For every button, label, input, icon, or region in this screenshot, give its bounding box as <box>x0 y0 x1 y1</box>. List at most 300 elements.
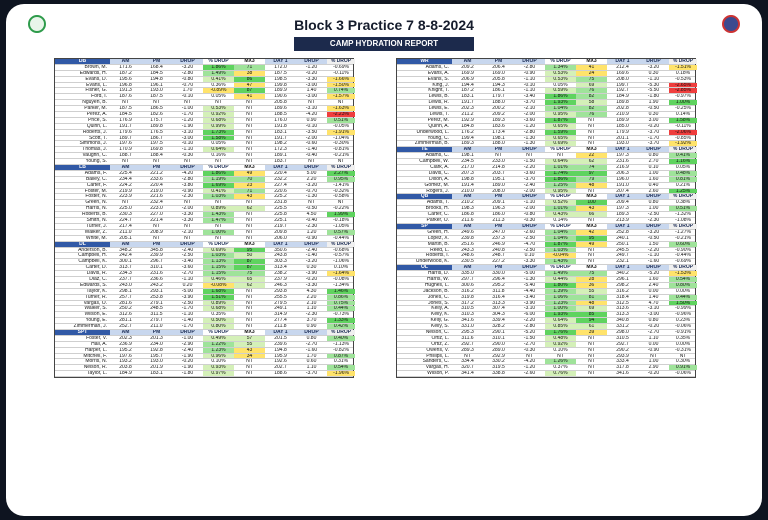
table-cell: 187.5 <box>150 94 163 100</box>
table-cell: 1.60 <box>648 276 659 282</box>
table-cell: 238.2 <box>274 271 287 276</box>
player-name: Harris, W. <box>427 276 449 282</box>
table-cell: 185.0 <box>616 123 629 129</box>
table-cell: 216.9 <box>616 165 629 170</box>
table-cell: 210.2 <box>461 200 474 206</box>
table-cell: 199.4 <box>461 135 474 141</box>
table-cell: 201.5 <box>274 335 287 341</box>
table-cell: 61 <box>576 324 607 329</box>
table-cell: -0.20 <box>647 123 660 129</box>
table-cell: -1.63% <box>327 106 355 111</box>
table-cell: 234.5 <box>461 159 474 165</box>
table-cell: -2.00 <box>514 189 545 194</box>
column-header: % DROP <box>669 224 697 229</box>
table-cell: NT <box>337 159 345 165</box>
table-cell: -2.80 <box>514 130 545 135</box>
table-cell: -0.68% <box>333 247 349 253</box>
column-header: % DROP <box>327 59 355 64</box>
table-cell: 2.10 <box>306 300 317 306</box>
table-cell: -0.40 <box>305 153 318 159</box>
table-cell: 62 <box>576 159 607 164</box>
table-cell: NT <box>234 159 265 164</box>
table-cell: 203.8 <box>119 365 132 371</box>
table-cell: 191.3 <box>119 88 132 94</box>
table-cell: 62 <box>234 283 265 288</box>
table-cell: 292.9 <box>492 353 505 359</box>
table-cell: -2.60 <box>514 230 545 235</box>
table-cell: 179.7 <box>492 94 505 100</box>
player-name: Kelly, G. <box>430 318 449 324</box>
report-page <box>6 4 762 516</box>
table-cell: 192.6 <box>274 359 287 365</box>
table-cell: 169.8 <box>150 147 163 153</box>
player-name: Scott, T. <box>89 135 107 141</box>
table-cell: 317.8 <box>616 365 629 371</box>
table-cell: 189.3 <box>461 141 474 147</box>
player-name: Taylor, L. <box>86 371 107 377</box>
table-cell: 0.93% <box>203 365 234 370</box>
table-cell: -2.50 <box>514 248 545 253</box>
table-cell: 220.4 <box>274 170 287 176</box>
table-cell: -0.05% <box>333 123 349 129</box>
table-cell: 248.7 <box>492 253 505 259</box>
table-cell: 0.40 <box>648 182 659 188</box>
player-name: Bailey, C. <box>85 176 107 182</box>
table-cell: 86 <box>234 77 265 82</box>
table-cell: 195.9 <box>274 353 287 359</box>
table-cell: -0.20 <box>172 359 203 364</box>
player-name: Perez, M. <box>427 117 449 123</box>
table-cell: -1.70 <box>172 306 203 311</box>
table-cell: 1.43% <box>545 259 576 264</box>
table-cell: -1.30 <box>514 277 545 282</box>
table-cell: 225.1 <box>274 218 287 223</box>
table-cell: 66 <box>576 212 607 217</box>
table-cell: 192.7 <box>616 88 629 94</box>
table-cell: -2.70 <box>172 271 203 276</box>
table-cell: -0.58% <box>333 194 349 200</box>
table-cell: 183.1 <box>461 94 474 100</box>
player-name: Lewis, R. <box>428 100 449 106</box>
column-header: MX3 <box>234 330 265 335</box>
table-cell: 42 <box>576 230 607 235</box>
table-cell: 1.26% <box>545 359 576 364</box>
table-cell: 57 <box>234 336 265 341</box>
column-header: DROP <box>296 330 327 335</box>
player-name: Evans, A. <box>427 70 449 76</box>
table-cell: 203.7 <box>492 170 505 176</box>
player-name: Lewis, E. <box>428 106 449 112</box>
player-name: Reed, L. <box>430 247 449 253</box>
table-cell: 0.43% <box>545 212 576 217</box>
table-cell: -3.30 <box>305 282 318 288</box>
table-cell: 221.6 <box>150 194 163 200</box>
table-cell: 189.9 <box>274 88 287 94</box>
table-cell: 205.8 <box>274 100 287 106</box>
table-cell: 1.04% <box>545 230 576 235</box>
table-cell: 95 <box>576 236 607 241</box>
column-header: % DROP <box>545 265 576 270</box>
column-header: DROP <box>638 59 669 64</box>
table-cell: 279.5 <box>274 300 287 306</box>
table-cell: 249.7 <box>616 253 629 259</box>
table-cell: 207.3 <box>461 170 474 176</box>
table-cell: 211.8 <box>274 324 287 329</box>
player-name: Ford, I. <box>91 94 107 100</box>
right-position-table <box>396 58 696 378</box>
table-cell: 231.6 <box>150 271 163 276</box>
table-cell: 1.15% <box>203 265 234 270</box>
column-header: % DROP <box>669 59 697 64</box>
player-name: Green, N. <box>85 200 107 206</box>
table-cell: -1.50 <box>514 336 545 341</box>
table-cell: 1.03% <box>203 253 234 258</box>
table-cell: NT <box>576 253 607 258</box>
table-cell: 246.3 <box>274 282 287 288</box>
table-cell: 240.1 <box>616 235 629 241</box>
table-cell: 1.86% <box>545 94 576 99</box>
table-cell: 0.41% <box>203 77 234 82</box>
table-cell: -1.80 <box>647 94 660 100</box>
table-cell: 202.8 <box>616 106 629 112</box>
table-cell: 1.47% <box>203 218 234 223</box>
table-cell: 205.1 <box>119 235 132 241</box>
table-cell: 317.2 <box>461 300 474 306</box>
column-header: % DROP <box>669 147 697 152</box>
table-cell: 169.9 <box>461 70 474 76</box>
column-header: PM <box>141 59 172 64</box>
table-cell: -1.10 <box>514 200 545 205</box>
table-cell: -2.50 <box>647 212 660 218</box>
table-cell: 184.9 <box>119 371 132 377</box>
player-name: Evans, S. <box>427 76 449 82</box>
table-cell: NT <box>514 153 545 158</box>
table-cell: 0.48% <box>545 336 576 341</box>
table-cell: 290.2 <box>616 347 629 353</box>
table-cell: 74 <box>576 165 607 170</box>
table-cell: 196.3 <box>492 206 505 212</box>
player-name: Martin, B. <box>427 241 449 247</box>
table-cell: NT <box>234 318 265 323</box>
player-name: Jones, S. <box>428 300 449 306</box>
table-cell: 186.7 <box>150 135 163 141</box>
player-name: Kelly, K. <box>431 312 449 318</box>
table-cell: 172.3 <box>274 147 287 153</box>
table-cell: 225.0 <box>119 206 132 212</box>
table-cell: 303.3 <box>274 259 287 265</box>
table-cell: 196.1 <box>150 82 163 88</box>
table-cell: 290.0 <box>492 341 505 347</box>
column-header: DROP <box>296 59 327 64</box>
table-cell: -3.40 <box>514 295 545 300</box>
table-cell: 189.9 <box>616 117 629 123</box>
table-cell: 0.64% <box>545 159 576 164</box>
table-cell: 87 <box>234 265 265 270</box>
table-cell: 236.9 <box>119 341 132 347</box>
table-cell: 255.5 <box>274 294 287 300</box>
table-cell: -0.06% <box>675 371 691 377</box>
table-cell: 1.00 <box>648 206 659 212</box>
table-cell: 234.4 <box>119 176 132 182</box>
column-header: PM <box>141 165 172 170</box>
table-cell: -1.10 <box>172 312 203 317</box>
player-name: Diaz, C. <box>89 276 107 282</box>
table-cell: -3.20 <box>305 182 318 188</box>
table-cell: 0.75% <box>327 301 355 306</box>
table-cell: -1.32% <box>675 212 691 218</box>
table-cell: 236.6 <box>150 276 163 282</box>
table-cell: NT <box>576 336 607 341</box>
group-label: DB <box>55 59 110 64</box>
table-cell: 227.0 <box>150 212 163 218</box>
table-cell: -2.50 <box>172 253 203 258</box>
table-cell: 183.1 <box>150 371 163 377</box>
table-cell: 69 <box>576 83 607 88</box>
table-cell: 0.81% <box>669 177 697 182</box>
column-header: DROP <box>514 59 545 64</box>
player-name: Thomas, J. <box>82 147 107 153</box>
table-cell: 243.0 <box>119 282 132 288</box>
table-cell: -0.20 <box>305 70 318 76</box>
table-cell: 1.34% <box>545 65 576 70</box>
table-cell: 41 <box>576 65 607 70</box>
column-header: % DROP <box>203 165 234 170</box>
table-cell: 188.0 <box>492 141 505 147</box>
table-cell: 190.6 <box>274 94 287 100</box>
player-name: Davis, C. <box>428 170 449 176</box>
table-cell: 316.2 <box>616 288 629 294</box>
table-cell: 0.95% <box>545 189 576 194</box>
table-cell: 310.1 <box>150 265 163 271</box>
table-cell: 0.89% <box>203 206 234 211</box>
table-cell: 0.00 <box>648 288 659 294</box>
table-cell: 243.8 <box>274 253 287 259</box>
table-cell: -2.65% <box>669 83 697 88</box>
table-cell: 211.3 <box>492 218 505 223</box>
table-cell: 187.2 <box>119 70 132 76</box>
table-cell: 237.9 <box>274 276 287 282</box>
left-position-table <box>54 58 354 378</box>
table-cell: -1.50 <box>514 159 545 164</box>
table-cell: 187.5 <box>274 70 287 76</box>
table-cell: 225.2 <box>274 194 287 200</box>
table-cell: NT <box>650 353 657 359</box>
table-cell: -2.20 <box>647 247 660 253</box>
table-cell: NT <box>337 200 345 206</box>
table-cell: 197.6 <box>119 141 132 147</box>
column-header: AM <box>452 59 483 64</box>
table-cell: 335.0 <box>461 271 474 276</box>
table-cell: 176.5 <box>150 129 163 135</box>
table-cell: 1.19% <box>203 177 234 182</box>
table-cell: 0.64% <box>545 318 576 323</box>
table-cell: 171.6 <box>119 64 132 70</box>
table-cell: 0.05% <box>203 141 234 146</box>
table-cell: 87 <box>234 88 265 93</box>
table-cell: 1.70 <box>306 353 317 359</box>
table-cell: 188.0 <box>492 100 505 106</box>
table-cell: -0.81% <box>333 147 349 153</box>
player-name: Young, E. <box>85 318 107 324</box>
table-cell: -1.30 <box>305 194 318 200</box>
table-cell: -0.32% <box>333 188 349 194</box>
table-cell: 252.8 <box>616 229 629 235</box>
player-name: Adams, C. <box>425 64 449 70</box>
table-cell: 192.9 <box>461 117 474 123</box>
table-cell: 292.7 <box>616 341 629 347</box>
table-cell: 0.97% <box>203 371 234 376</box>
table-cell: 1.46% <box>327 289 355 294</box>
table-cell: 193.0 <box>150 359 163 365</box>
table-cell: 239.9 <box>150 253 163 259</box>
table-cell: 179.9 <box>616 129 629 135</box>
table-cell: NT <box>203 159 234 164</box>
table-cell: -1.53% <box>669 271 697 276</box>
table-cell: -3.70 <box>305 371 318 377</box>
table-cell: 2.27% <box>327 171 355 176</box>
column-header: DROP <box>514 194 545 199</box>
group-label: LB <box>55 165 110 170</box>
page-title: Block 3 Practice 7 8-8-2024 <box>294 17 474 33</box>
player-name: Zimmerman, J. <box>73 324 107 329</box>
table-cell: 0.51% <box>327 118 355 123</box>
table-cell: 231.6 <box>616 159 629 165</box>
table-cell: 1.93% <box>545 100 576 105</box>
table-cell: 201.1 <box>616 135 629 141</box>
table-cell: -2.50 <box>514 236 545 241</box>
column-header: DAY 1 <box>607 194 638 199</box>
table-cell: 206.0 <box>274 235 287 241</box>
table-cell: 304.3 <box>492 312 505 318</box>
player-name: Kelly, S. <box>431 324 449 329</box>
table-cell: 206.4 <box>492 64 505 70</box>
table-cell: NT <box>234 212 265 217</box>
table-cell: 0.95% <box>327 177 355 182</box>
table-cell: 310.5 <box>616 335 629 341</box>
table-cell: 0.31% <box>333 359 349 365</box>
table-cell: 48 <box>576 301 607 306</box>
player-name: Wilson, P. <box>427 371 449 377</box>
table-cell: 298.1 <box>119 288 132 294</box>
table-cell: 209.4 <box>616 200 629 206</box>
table-cell: 197.3 <box>616 153 629 159</box>
table-cell: 0.80% <box>203 324 234 329</box>
table-cell: -1.00 <box>172 106 203 111</box>
table-cell: 58 <box>576 100 607 105</box>
table-cell: 237.7 <box>119 276 132 282</box>
table-cell: 202.7 <box>274 365 287 371</box>
column-header: MX3 <box>576 59 607 64</box>
table-cell: 314.9 <box>274 312 287 318</box>
table-cell: 313.3 <box>492 300 505 306</box>
table-cell: 310.1 <box>492 335 505 341</box>
table-cell: NT <box>234 130 265 135</box>
table-cell: 250.2 <box>119 306 132 312</box>
table-cell: 202.3 <box>119 335 132 341</box>
table-cell: 316.4 <box>492 294 505 300</box>
table-cell: 319.8 <box>461 294 474 300</box>
table-cell: -0.53% <box>675 76 691 82</box>
player-name: Dixon, A. <box>428 176 449 182</box>
player-name: Young, C. <box>427 135 449 141</box>
column-header: AM <box>110 242 141 247</box>
table-cell: 198.5 <box>274 76 287 82</box>
table-cell: -3.10 <box>514 306 545 311</box>
player-name: Quinn, L. <box>86 123 107 129</box>
player-name: Adams, F. <box>84 170 107 176</box>
table-cell: NT <box>576 118 607 123</box>
table-cell: -0.30 <box>514 218 545 223</box>
table-cell: -0.50 <box>647 106 660 112</box>
table-cell: 311.8 <box>492 288 505 294</box>
column-header: DAY 1 <box>265 330 296 335</box>
table-cell: 257.7 <box>119 294 132 300</box>
table-cell: -2.00 <box>172 206 203 211</box>
column-header: DROP <box>514 224 545 229</box>
player-name: Zimmerman, B. <box>414 141 449 147</box>
table-cell: 240.8 <box>492 247 505 253</box>
table-cell: 213.9 <box>616 218 629 223</box>
table-cell: 350.6 <box>274 247 287 253</box>
table-cell: 189.7 <box>119 135 132 141</box>
table-cell: -3.30 <box>172 218 203 223</box>
column-header: % DROP <box>545 59 576 64</box>
table-cell: -0.70 <box>172 83 203 88</box>
table-cell: 307.4 <box>492 306 505 312</box>
player-name: Clark, A. <box>430 165 449 170</box>
table-cell: 0.05% <box>675 165 691 170</box>
table-cell: 47 <box>234 83 265 88</box>
table-cell: -2.90 <box>172 342 203 347</box>
table-cell: -4.20 <box>514 359 545 364</box>
table-cell: 0.00 <box>648 341 659 347</box>
table-cell: -1.90 <box>172 124 203 129</box>
player-name: King, J. <box>432 82 449 88</box>
table-cell: 300.6 <box>461 282 474 288</box>
table-cell: 191.7 <box>461 100 474 106</box>
table-cell: -0.91% <box>675 329 691 335</box>
table-cell: 252.7 <box>119 324 132 329</box>
table-cell: -0.44% <box>675 253 691 259</box>
player-name: Roberts, I. <box>425 253 449 259</box>
table-cell: NT <box>234 230 265 235</box>
table-cell: 1.51% <box>203 295 234 300</box>
table-cell: 50 <box>234 253 265 258</box>
table-cell: 1.70 <box>172 88 203 93</box>
table-cell: NT <box>495 153 502 159</box>
table-cell: 298.0 <box>616 329 629 335</box>
table-cell: 187.2 <box>461 88 474 94</box>
column-header: DROP <box>514 147 545 152</box>
table-cell: -1.70 <box>172 112 203 117</box>
table-cell: 312.6 <box>119 312 132 318</box>
table-cell: 1.20 <box>306 229 317 235</box>
table-cell: -0.60 <box>305 141 318 147</box>
player-name: Turner, R. <box>84 294 107 300</box>
table-cell: 2.20 <box>306 176 317 182</box>
table-cell: 239.8 <box>461 235 474 241</box>
table-cell: 210.9 <box>616 112 629 117</box>
table-cell: -2.70 <box>305 341 318 347</box>
column-header: % DROP <box>327 330 355 335</box>
table-cell: 334.4 <box>461 359 474 365</box>
table-cell: 0.96% <box>203 354 234 359</box>
table-cell: -4.40 <box>514 289 545 294</box>
table-cell: 0.10% <box>333 265 349 271</box>
table-cell: 0.80 <box>648 153 659 159</box>
player-name: Wilson, E. <box>84 312 107 318</box>
table-cell: 69 <box>576 306 607 311</box>
